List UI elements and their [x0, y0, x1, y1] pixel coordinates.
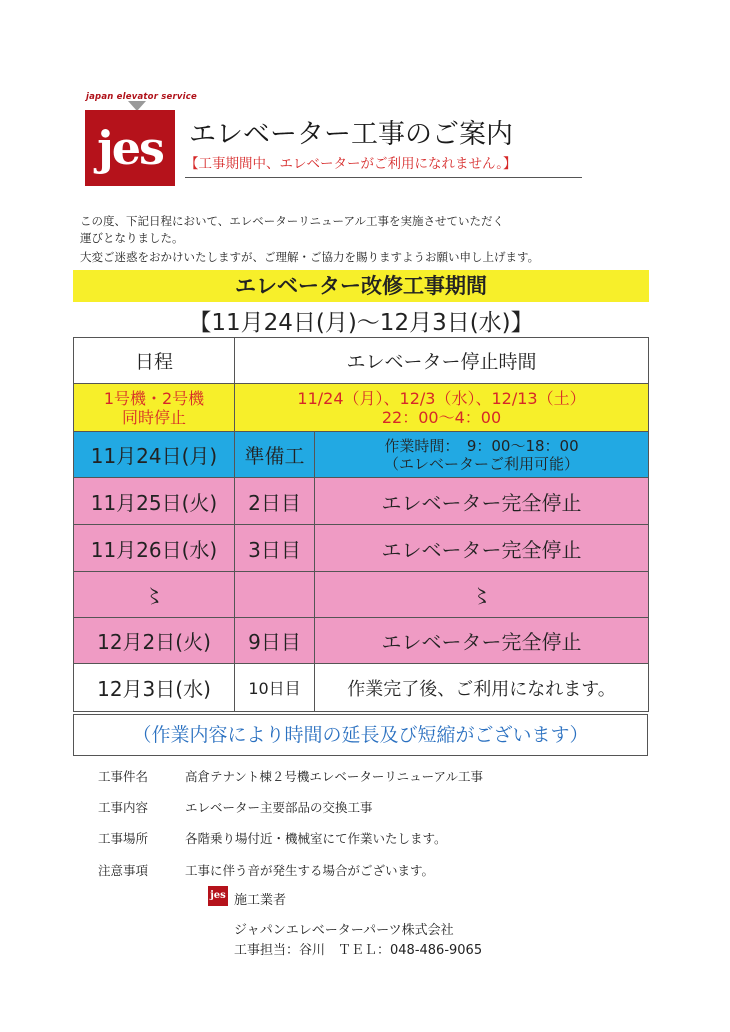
intro-line-1: この度、下記日程において、エレベーターリニューアル工事を実施させていただく	[80, 214, 505, 228]
info-value: 各階乗り場付近・機械室にて作業いたします。	[185, 831, 447, 846]
table-header-row	[74, 338, 649, 384]
logo-tagline: japan elevator service	[86, 92, 197, 102]
row-day: 10日目	[235, 664, 315, 712]
jes-logo: jes	[85, 110, 175, 186]
intro-line-3: 大変ご迷惑をおかけいたしますが、ご理解・ご協力を賜りますようお願い申し上げます。	[80, 250, 540, 264]
contractor-label: 施工業者	[234, 893, 287, 908]
row-date: 12月3日(水)	[74, 664, 235, 712]
page-title: エレベーター工事のご案内	[189, 119, 513, 150]
row-desc: 作業時間： 9：00～18：00 （エレベーターご利用可能）	[315, 432, 649, 478]
contractor-contact: 工事担当：谷川 ＴＥＬ：048-486-9065	[234, 943, 483, 958]
row-date: 1号機・2号機 同時停止	[74, 384, 235, 432]
contractor-logo: jes	[208, 886, 228, 906]
info-label: 注意事項	[98, 863, 149, 878]
table-row	[74, 478, 649, 525]
table-row	[74, 572, 649, 618]
row-date: 11月24日(月)	[74, 432, 235, 478]
intro-line-2: 運びとなりました。	[80, 231, 184, 245]
row-day: 2日目	[235, 478, 315, 525]
row-desc: 〻	[315, 572, 649, 618]
title-underline	[185, 177, 582, 178]
table-row	[74, 384, 649, 432]
row-desc: エレベーター完全停止	[315, 478, 649, 525]
table-row	[74, 432, 649, 478]
contractor-company: ジャパンエレベーターパーツ株式会社	[234, 923, 454, 938]
schedule-table	[73, 337, 649, 712]
row-day: 準備工	[235, 432, 315, 478]
row-date: 11月26日(水)	[74, 525, 235, 572]
table-row	[74, 525, 649, 572]
row-day: 9日目	[235, 618, 315, 664]
row-time: 11/24（月）、12/3（水）、12/13（土） 22：00～4：00	[235, 384, 649, 432]
info-label: 工事内容	[98, 800, 149, 815]
period-range: 【11月24日(月)～12月3日(水)】	[188, 310, 534, 336]
row-desc: エレベーター完全停止	[315, 618, 649, 664]
header-schedule: 日程	[74, 338, 235, 384]
info-label: 工事件名	[98, 769, 149, 784]
info-value: エレベーター主要部品の交換工事	[185, 800, 373, 815]
header-stop-time: エレベーター停止時間	[235, 338, 649, 384]
row-desc: エレベーター完全停止	[315, 525, 649, 572]
row-date: 12月2日(火)	[74, 618, 235, 664]
schedule-note: （作業内容により時間の延長及び短縮がございます）	[73, 714, 648, 756]
row-day: 3日目	[235, 525, 315, 572]
table-row	[74, 664, 649, 712]
info-value: 高倉テナント棟２号機エレベーターリニューアル工事	[185, 769, 484, 784]
row-day	[235, 572, 315, 618]
info-label: 工事場所	[98, 831, 149, 846]
row-date: 〻	[74, 572, 235, 618]
page-subtitle: 【工事期間中、エレベーターがご利用になれません。】	[185, 156, 517, 172]
info-value: 工事に伴う音が発生する場合がございます。	[185, 863, 435, 878]
period-banner: エレベーター改修工事期間	[73, 270, 649, 302]
row-desc: 作業完了後、ご利用になれます。	[315, 664, 649, 712]
table-row	[74, 618, 649, 664]
row-date: 11月25日(火)	[74, 478, 235, 525]
